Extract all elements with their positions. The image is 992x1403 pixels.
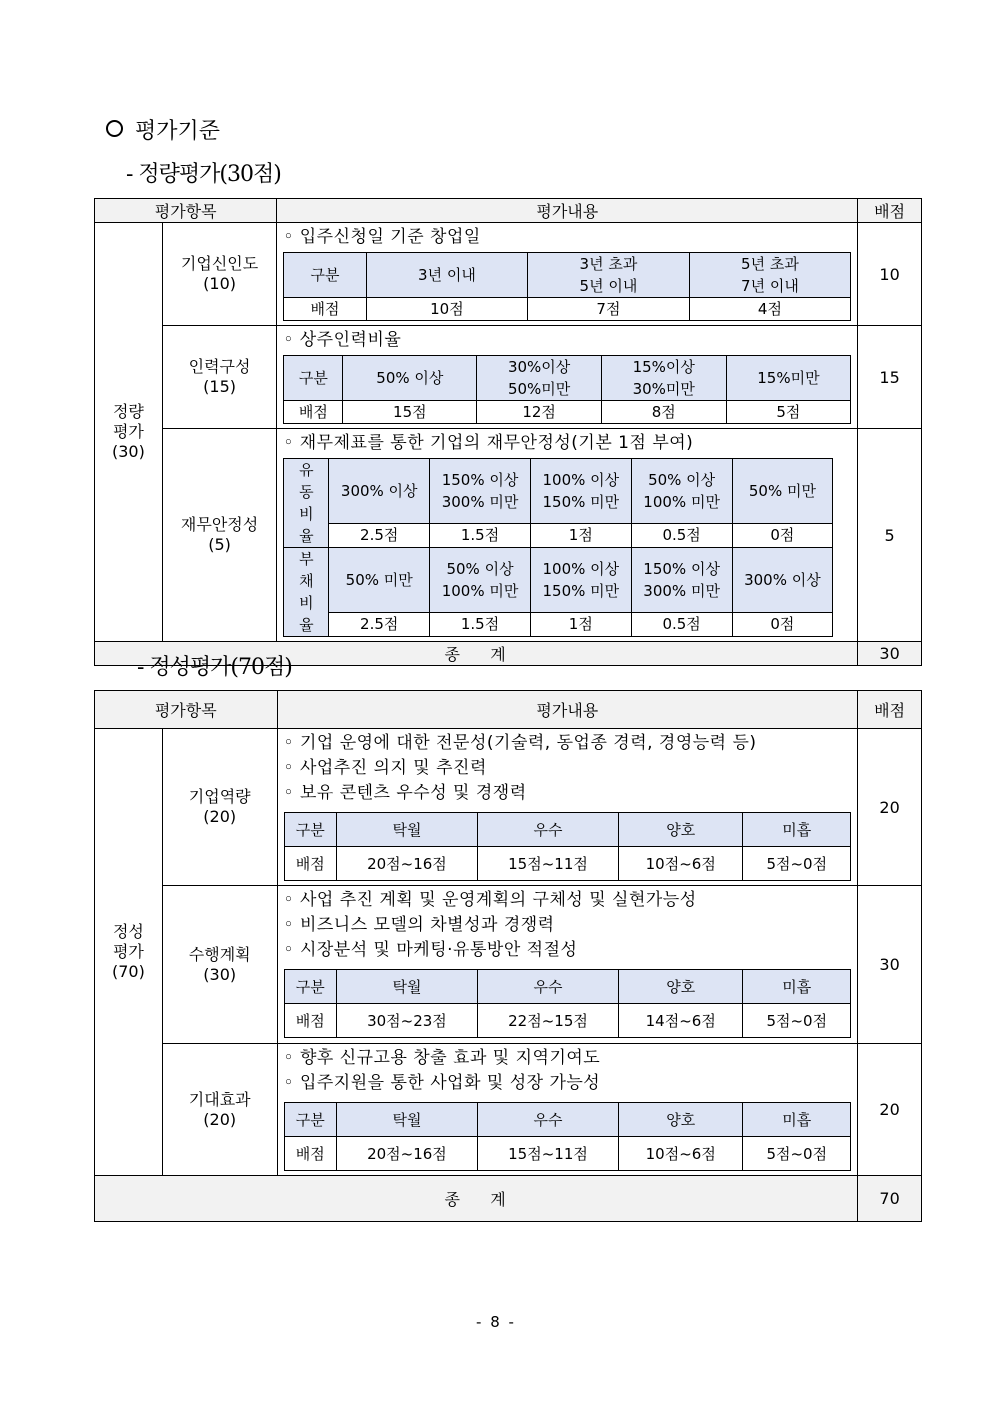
range-cell: 50% 미만 (329, 548, 430, 613)
row-content (277, 326, 858, 429)
label-cell: 구분 (284, 970, 336, 1004)
value-cell: 5점~0점 (743, 847, 851, 881)
point-cell: 1점 (530, 523, 631, 547)
quant-category: 정량 평가 (30) (95, 223, 163, 642)
bullet: ◦ 재무제표를 통한 기업의 재무안정성(기본 1점 부여) (283, 433, 694, 453)
quant-table (94, 198, 922, 666)
bullet: ◦ 입주지원을 통한 사업화 및 성장 가능성 (283, 1073, 601, 1093)
bullet: ◦ 입주신청일 기준 창업일 (283, 227, 481, 247)
label-cell: 우수 (477, 1103, 618, 1137)
value-cell: 5점~0점 (743, 1004, 851, 1038)
header-content: 평가내용 (277, 199, 858, 223)
value-cell: 15점~11점 (477, 847, 618, 881)
point-cell: 0.5점 (631, 523, 732, 547)
label-cell: 미흡 (743, 813, 851, 847)
range-cell: 50% 이상 100% 미만 (430, 548, 531, 613)
value-cell: 5점 (726, 401, 851, 424)
label-cell: 3년 초과 5년 이내 (528, 253, 690, 298)
value-cell: 20점~16점 (336, 847, 477, 881)
header-item: 평가항목 (95, 691, 278, 729)
bullet: ◦ 비즈니스 모델의 차별성과 경쟁력 (283, 915, 555, 935)
label-cell: 50% 이상 (343, 356, 477, 401)
quant-subtitle: - 정량평가(30점) (126, 162, 281, 187)
ratio-label: 유 동 비 율 (284, 459, 329, 548)
range-cell: 50% 이상 100% 미만 (631, 459, 732, 524)
point-cell: 0점 (732, 523, 833, 547)
header-content: 평가내용 (277, 691, 858, 729)
value-cell: 7점 (528, 298, 690, 321)
row-name: 수행계획 (30) (162, 886, 277, 1044)
label-cell: 탁월 (336, 1103, 477, 1137)
row-name: 인력구성 (15) (162, 326, 277, 429)
bullet: ◦ 시장분석 및 마케팅·유통방안 적절성 (283, 940, 578, 960)
label-cell: 양호 (619, 1103, 743, 1137)
point-cell: 0.5점 (631, 612, 732, 636)
section-title: 평가기준 (135, 119, 221, 144)
score-table (284, 812, 852, 881)
label-cell: 5년 초과 7년 이내 (689, 253, 851, 298)
ratio-table (283, 458, 833, 637)
label-cell: 미흡 (743, 970, 851, 1004)
range-cell: 300% 이상 (732, 548, 833, 613)
range-cell: 150% 이상 300% 미만 (430, 459, 531, 524)
value-cell: 5점~0점 (743, 1137, 851, 1171)
label-cell: 미흡 (743, 1103, 851, 1137)
label-cell: 구분 (284, 356, 343, 401)
row-score: 5 (858, 429, 922, 642)
bullet: ◦ 기업 운영에 대한 전문성(기술력, 동업종 경력, 경영능력 등) (283, 733, 757, 753)
value-cell: 4점 (689, 298, 851, 321)
value-cell: 배점 (284, 401, 343, 424)
header-score: 배점 (858, 691, 922, 729)
row-content (277, 729, 858, 886)
value-cell: 10점~6점 (619, 1137, 743, 1171)
total-label: 종 계 (95, 642, 858, 666)
row-content (277, 429, 858, 642)
qual-category: 정성 평가 (70) (95, 729, 163, 1176)
label-cell: 3년 이내 (366, 253, 528, 298)
value-cell: 10점~6점 (619, 847, 743, 881)
label-cell: 우수 (477, 813, 618, 847)
point-cell: 1.5점 (430, 612, 531, 636)
bullet: ◦ 상주인력비율 (283, 330, 402, 350)
range-cell: 100% 이상 150% 미만 (530, 459, 631, 524)
value-cell: 14점~6점 (619, 1004, 743, 1038)
label-cell: 양호 (619, 970, 743, 1004)
label-cell: 탁월 (336, 970, 477, 1004)
value-cell: 배점 (284, 847, 336, 881)
label-cell: 30%이상 50%미만 (477, 356, 602, 401)
bullet: ◦ 향후 신규고용 창출 효과 및 지역기여도 (283, 1048, 601, 1068)
range-cell: 150% 이상 300% 미만 (631, 548, 732, 613)
value-cell: 배점 (284, 1004, 336, 1038)
bullet: ◦ 사업추진 의지 및 추진력 (283, 758, 487, 778)
value-cell: 8점 (601, 401, 726, 424)
row-name: 기대효과 (20) (162, 1044, 277, 1176)
value-cell: 20점~16점 (336, 1137, 477, 1171)
bullet: ◦ 사업 추진 계획 및 운영계획의 구체성 및 실현가능성 (283, 890, 697, 910)
point-cell: 2.5점 (329, 612, 430, 636)
header-score: 배점 (858, 199, 922, 223)
row-score: 10 (858, 223, 922, 326)
label-cell: 15%미만 (726, 356, 851, 401)
qual-table (94, 690, 922, 1222)
value-cell: 15점~11점 (477, 1137, 618, 1171)
value-cell: 12점 (477, 401, 602, 424)
row-content (277, 886, 858, 1044)
value-cell: 10점 (366, 298, 528, 321)
header-item: 평가항목 (95, 199, 277, 223)
value-cell: 30점~23점 (336, 1004, 477, 1038)
row-content (277, 223, 858, 326)
section-heading (106, 114, 220, 145)
point-cell: 2.5점 (329, 523, 430, 547)
label-cell: 구분 (284, 253, 366, 298)
label-cell: 탁월 (336, 813, 477, 847)
row-content (277, 1044, 858, 1176)
score-table (284, 969, 852, 1038)
point-cell: 1점 (530, 612, 631, 636)
range-cell: 50% 미만 (732, 459, 833, 524)
label-cell: 구분 (284, 1103, 336, 1137)
row-score: 15 (858, 326, 922, 429)
total-label: 종 계 (95, 1176, 858, 1222)
value-cell: 배점 (284, 1137, 336, 1171)
circle-outline-icon (106, 120, 123, 137)
total-score: 70 (858, 1176, 922, 1222)
total-score: 30 (858, 642, 922, 666)
label-cell: 양호 (619, 813, 743, 847)
row-name: 기업역량 (20) (162, 729, 277, 886)
range-cell: 100% 이상 150% 미만 (530, 548, 631, 613)
score-table (284, 1102, 852, 1171)
label-cell: 우수 (477, 970, 618, 1004)
value-cell: 15점 (343, 401, 477, 424)
point-cell: 1.5점 (430, 523, 531, 547)
value-cell: 22점~15점 (477, 1004, 618, 1038)
value-cell: 배점 (284, 298, 366, 321)
qual-subtitle: - 정성평가(70점) (137, 655, 292, 680)
row-score: 30 (858, 886, 922, 1044)
bullet: ◦ 보유 콘텐츠 우수성 및 경쟁력 (283, 783, 527, 803)
label-cell: 15%이상 30%미만 (601, 356, 726, 401)
range-cell: 300% 이상 (329, 459, 430, 524)
row-score: 20 (858, 1044, 922, 1176)
score-table (283, 355, 851, 424)
page-number: - 8 - (476, 1313, 516, 1331)
row-score: 20 (858, 729, 922, 886)
label-cell: 구분 (284, 813, 336, 847)
row-name: 재무안정성 (5) (162, 429, 277, 642)
score-table (283, 252, 851, 321)
point-cell: 0점 (732, 612, 833, 636)
row-name: 기업신인도 (10) (162, 223, 277, 326)
ratio-label: 부 채 비 율 (284, 548, 329, 637)
